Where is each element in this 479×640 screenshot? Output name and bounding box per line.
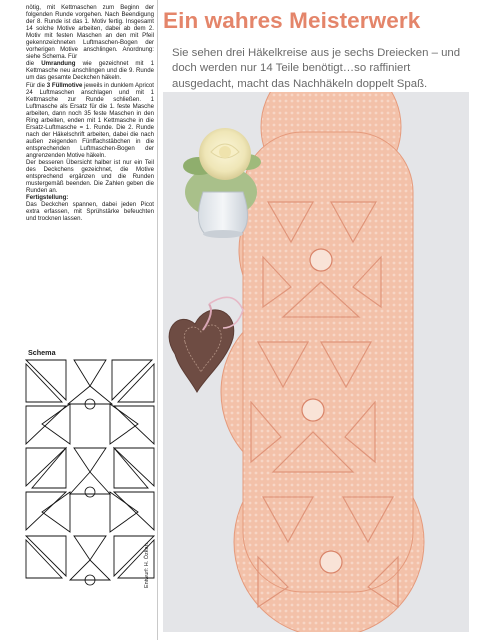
instructions-paragraph-3 xyxy=(26,82,154,160)
instructions-paragraph-1: nötig, mit Kettmaschen zum Beginn der folgenden Runde vorgehen. Nach Beendigung der 8. Runde ist das 1. Motiv fertig. Insgesamt 14 solche Motive arbeiten, dabei ab dem 2. Motiv mit festen Maschen an den mit Pfeil gekennzeichneten Luftmaschen-Bogen der vorherigen Motive anschlingen. Anordnung: siehe Schema. Für xyxy=(26,4,154,61)
text-fragment: Für die xyxy=(26,81,46,89)
doily xyxy=(221,92,424,632)
finishing-title-text: Fertigstellung: xyxy=(26,194,69,202)
schema-title: Schema xyxy=(28,348,56,357)
headline: Ein wahres Meisterwerk xyxy=(163,8,421,33)
instructions-column xyxy=(26,4,154,222)
schema-diagram xyxy=(22,358,158,590)
instructions-paragraph-2 xyxy=(26,60,154,81)
design-credit: Entwurf: H. Özkan xyxy=(144,543,150,588)
text-fragment: die xyxy=(26,60,35,68)
finishing-title xyxy=(26,194,154,201)
lead-paragraph: Sie sehen drei Häkelkreise aus je sechs Dreiecken – und doch werden nur 14 Teile benötigt…so raffiniert ausgedacht, macht das Nachhäkeln doppelt Spaß. xyxy=(172,47,461,90)
text-fragment: wie gezeichnet mit 1 Kettmasche neu anschlingen und die 9. Runde um das gesamte Deckchen häkeln. xyxy=(26,60,154,82)
finishing-text: Das Deckchen spannen, dabei jeden Picot extra erfassen, mit Sprühstärke befeuchten und trocknen lassen. xyxy=(26,201,154,223)
instructions-paragraph-4: Der besseren Übersicht halber ist nur ein Teil des Deckchens gezeichnet, die Motive entsprechend ergänzen und die Runden mustergemäß beenden. Die Zahlen geben die Runden an. xyxy=(26,159,154,195)
bold-term-border: Umrandung xyxy=(41,60,76,68)
bold-term-fill-motifs: 3 Füllmotive xyxy=(46,81,83,89)
text-fragment: jeweils in dunklem Apricot 24 Luftmaschen anschlagen und mit 1 Kettmasche zur Runde schließen. 1 Luftmasche als Ersatz für die 1. feste Masche arbeiten, dann noch 35 feste Maschen in den Ring arbeiten, enden mit 1 Kettmasche in die Ersatz-Luftmasche = 1. Runde. Die 2. Runde nach der Häkelschrift arbeiten, dabei die nach außen zeigenden Fünffachstäbchen in die entsprechenden Luftmaschen-Bogen der angrenzenden Motive häkeln. xyxy=(26,81,154,159)
doily-photo xyxy=(163,92,469,632)
